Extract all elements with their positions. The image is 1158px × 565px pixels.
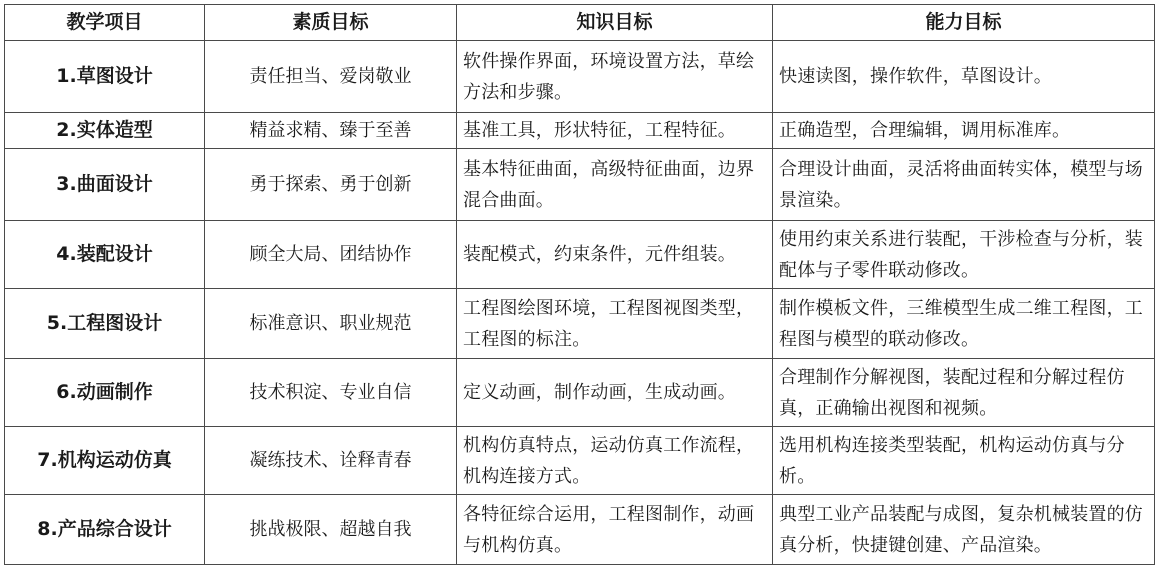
knowledge-cell: 各特征综合运用，工程图制作，动画与机构仿真。 (457, 495, 773, 565)
header-quality: 素质目标 (205, 5, 457, 41)
project-cell: 4.装配设计 (5, 221, 205, 289)
knowledge-cell: 基本特征曲面，高级特征曲面，边界混合曲面。 (457, 149, 773, 221)
table-row (5, 41, 1155, 113)
table-row (5, 149, 1155, 221)
knowledge-cell: 基准工具，形状特征，工程特征。 (457, 113, 773, 149)
ability-cell: 快速读图，操作软件，草图设计。 (773, 41, 1155, 113)
quality-cell: 勇于探索、勇于创新 (205, 149, 457, 221)
project-cell: 2.实体造型 (5, 113, 205, 149)
header-row (5, 5, 1155, 41)
quality-cell: 挑战极限、超越自我 (205, 495, 457, 565)
project-cell: 8.产品综合设计 (5, 495, 205, 565)
knowledge-cell: 工程图绘图环境，工程图视图类型，工程图的标注。 (457, 289, 773, 359)
header-ability: 能力目标 (773, 5, 1155, 41)
project-cell: 1.草图设计 (5, 41, 205, 113)
table-row (5, 359, 1155, 427)
quality-cell: 责任担当、爱岗敬业 (205, 41, 457, 113)
ability-cell: 制作模板文件，三维模型生成二维工程图，工程图与模型的联动修改。 (773, 289, 1155, 359)
knowledge-cell: 定义动画，制作动画，生成动画。 (457, 359, 773, 427)
ability-cell: 典型工业产品装配与成图，复杂机械装置的仿真分析，快捷键创建、产品渲染。 (773, 495, 1155, 565)
teaching-objectives-table (4, 4, 1155, 565)
project-cell: 3.曲面设计 (5, 149, 205, 221)
knowledge-cell: 软件操作界面，环境设置方法，草绘方法和步骤。 (457, 41, 773, 113)
table-row (5, 427, 1155, 495)
table-row (5, 289, 1155, 359)
table-header (5, 5, 1155, 41)
header-knowledge: 知识目标 (457, 5, 773, 41)
project-cell: 5.工程图设计 (5, 289, 205, 359)
knowledge-cell: 机构仿真特点，运动仿真工作流程，机构连接方式。 (457, 427, 773, 495)
ability-cell: 正确造型，合理编辑，调用标准库。 (773, 113, 1155, 149)
ability-cell: 合理制作分解视图，装配过程和分解过程仿真，正确输出视图和视频。 (773, 359, 1155, 427)
quality-cell: 顾全大局、团结协作 (205, 221, 457, 289)
knowledge-cell: 装配模式，约束条件，元件组装。 (457, 221, 773, 289)
quality-cell: 凝练技术、诠释青春 (205, 427, 457, 495)
ability-cell: 选用机构连接类型装配，机构运动仿真与分析。 (773, 427, 1155, 495)
table-row (5, 113, 1155, 149)
quality-cell: 标准意识、职业规范 (205, 289, 457, 359)
table-row (5, 495, 1155, 565)
project-cell: 7.机构运动仿真 (5, 427, 205, 495)
ability-cell: 使用约束关系进行装配，干涉检查与分析，装配体与子零件联动修改。 (773, 221, 1155, 289)
objectives-table-container (4, 4, 1154, 560)
table-row (5, 221, 1155, 289)
quality-cell: 精益求精、臻于至善 (205, 113, 457, 149)
header-project: 教学项目 (5, 5, 205, 41)
project-cell: 6.动画制作 (5, 359, 205, 427)
table-body (5, 41, 1155, 565)
quality-cell: 技术积淀、专业自信 (205, 359, 457, 427)
ability-cell: 合理设计曲面，灵活将曲面转实体，模型与场景渲染。 (773, 149, 1155, 221)
